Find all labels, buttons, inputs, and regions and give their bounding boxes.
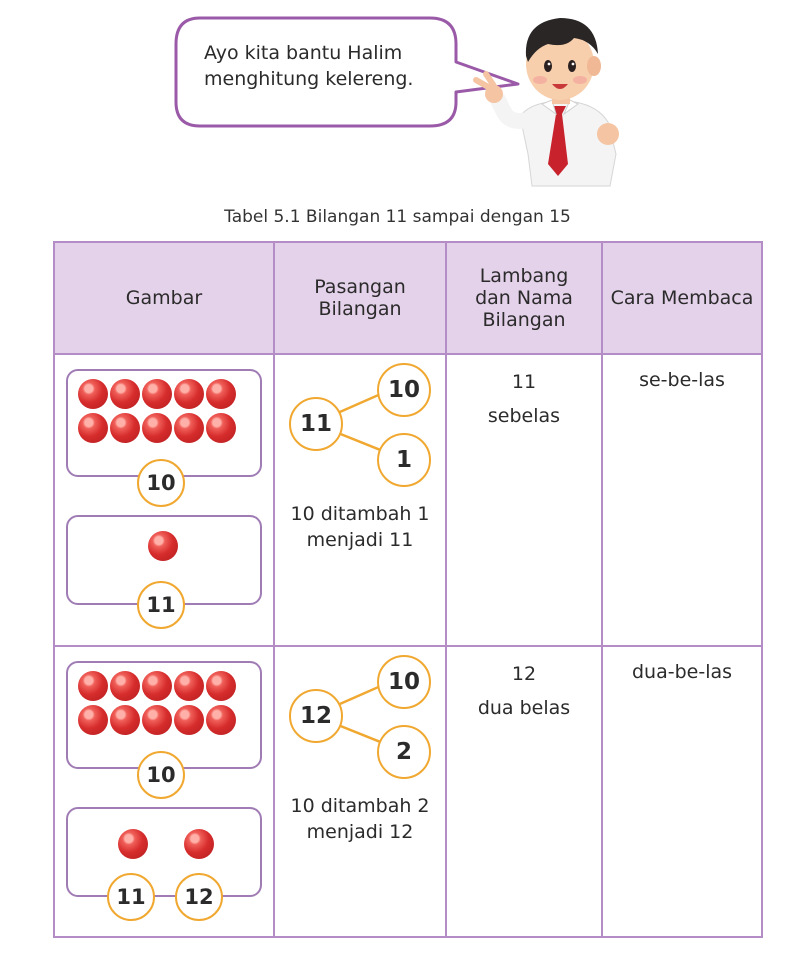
marble-icon [110, 671, 140, 701]
header-pasangan-line-2: Bilangan [318, 298, 402, 320]
header-pasangan-line-1: Pasangan [314, 276, 406, 298]
count-circle-11: 11 [107, 873, 155, 921]
speech-line-1: Ayo kita bantu Halim [204, 42, 403, 64]
boy-illustration [470, 4, 630, 189]
number-symbol: 12 [511, 663, 537, 685]
number-name: dua belas [477, 697, 571, 719]
marble-icon [174, 413, 204, 443]
marble-icon [142, 413, 172, 443]
header-lambang-line-3: Bilangan [482, 309, 566, 331]
header-pasangan [275, 243, 445, 353]
row-2-cara: dua-be-las [631, 661, 733, 683]
marble-icon [184, 829, 214, 859]
marble-icon [110, 705, 140, 735]
marble-icon [78, 705, 108, 735]
marble-icon [110, 379, 140, 409]
marble-icon [148, 531, 178, 561]
marble-icon [142, 705, 172, 735]
extra-marbles-box [66, 807, 262, 897]
marble-icon [118, 829, 148, 859]
row-1-gambar [55, 355, 273, 645]
bond-sentence [275, 501, 445, 553]
ten-count-circle: 10 [137, 459, 185, 507]
bond-sentence [275, 793, 445, 845]
marble-icon [110, 413, 140, 443]
row-1-pasangan [275, 355, 445, 645]
ten-count-circle: 10 [137, 751, 185, 799]
marble-icon [174, 705, 204, 735]
row-2-lambang [447, 657, 601, 725]
bond-sentence-line-1: 10 ditambah 1 [290, 503, 430, 525]
marble-icon [206, 379, 236, 409]
grid-line [445, 243, 447, 936]
bond-whole-circle: 11 [289, 397, 343, 451]
bond-part-b-circle: 1 [377, 433, 431, 487]
row-2-pasangan [275, 647, 445, 937]
marble-icon [78, 379, 108, 409]
marble-icon [174, 671, 204, 701]
header-cara [603, 243, 761, 353]
marble-icon [206, 705, 236, 735]
marble-icon [142, 671, 172, 701]
speech-text [204, 40, 454, 92]
bond-part-a-circle: 10 [377, 655, 431, 709]
bond-sentence-line-2: menjadi 12 [306, 821, 414, 843]
header-lambang-line-1: Lambang [479, 265, 569, 287]
row-1-cara: se-be-las [639, 369, 725, 391]
row-2-gambar [55, 647, 273, 937]
bond-sentence-line-2: menjadi 11 [306, 529, 414, 551]
header-gambar [55, 243, 273, 353]
number-symbol: 11 [511, 371, 537, 393]
marble-icon [174, 379, 204, 409]
header-cara-text: Cara Membaca [610, 287, 754, 309]
bond-whole-circle: 12 [289, 689, 343, 743]
header-lambang-line-2: dan Nama [475, 287, 573, 309]
speech-line-2: menghitung kelereng. [204, 68, 414, 90]
bond-part-b-circle: 2 [377, 725, 431, 779]
numbers-table [53, 241, 763, 938]
count-circle-11: 11 [137, 581, 185, 629]
header-lambang [447, 243, 601, 353]
marble-icon [142, 379, 172, 409]
row-1-lambang [447, 365, 601, 433]
bond-part-a-circle: 10 [377, 363, 431, 417]
header-gambar-text: Gambar [125, 287, 203, 309]
table-caption: Tabel 5.1 Bilangan 11 sampai dengan 15 [224, 207, 571, 227]
count-circle-12: 12 [175, 873, 223, 921]
marble-icon [78, 671, 108, 701]
marble-icon [206, 413, 236, 443]
grid-line [601, 243, 603, 936]
marble-icon [206, 671, 236, 701]
marble-icon [78, 413, 108, 443]
number-name: sebelas [487, 405, 561, 427]
bond-sentence-line-1: 10 ditambah 2 [290, 795, 430, 817]
